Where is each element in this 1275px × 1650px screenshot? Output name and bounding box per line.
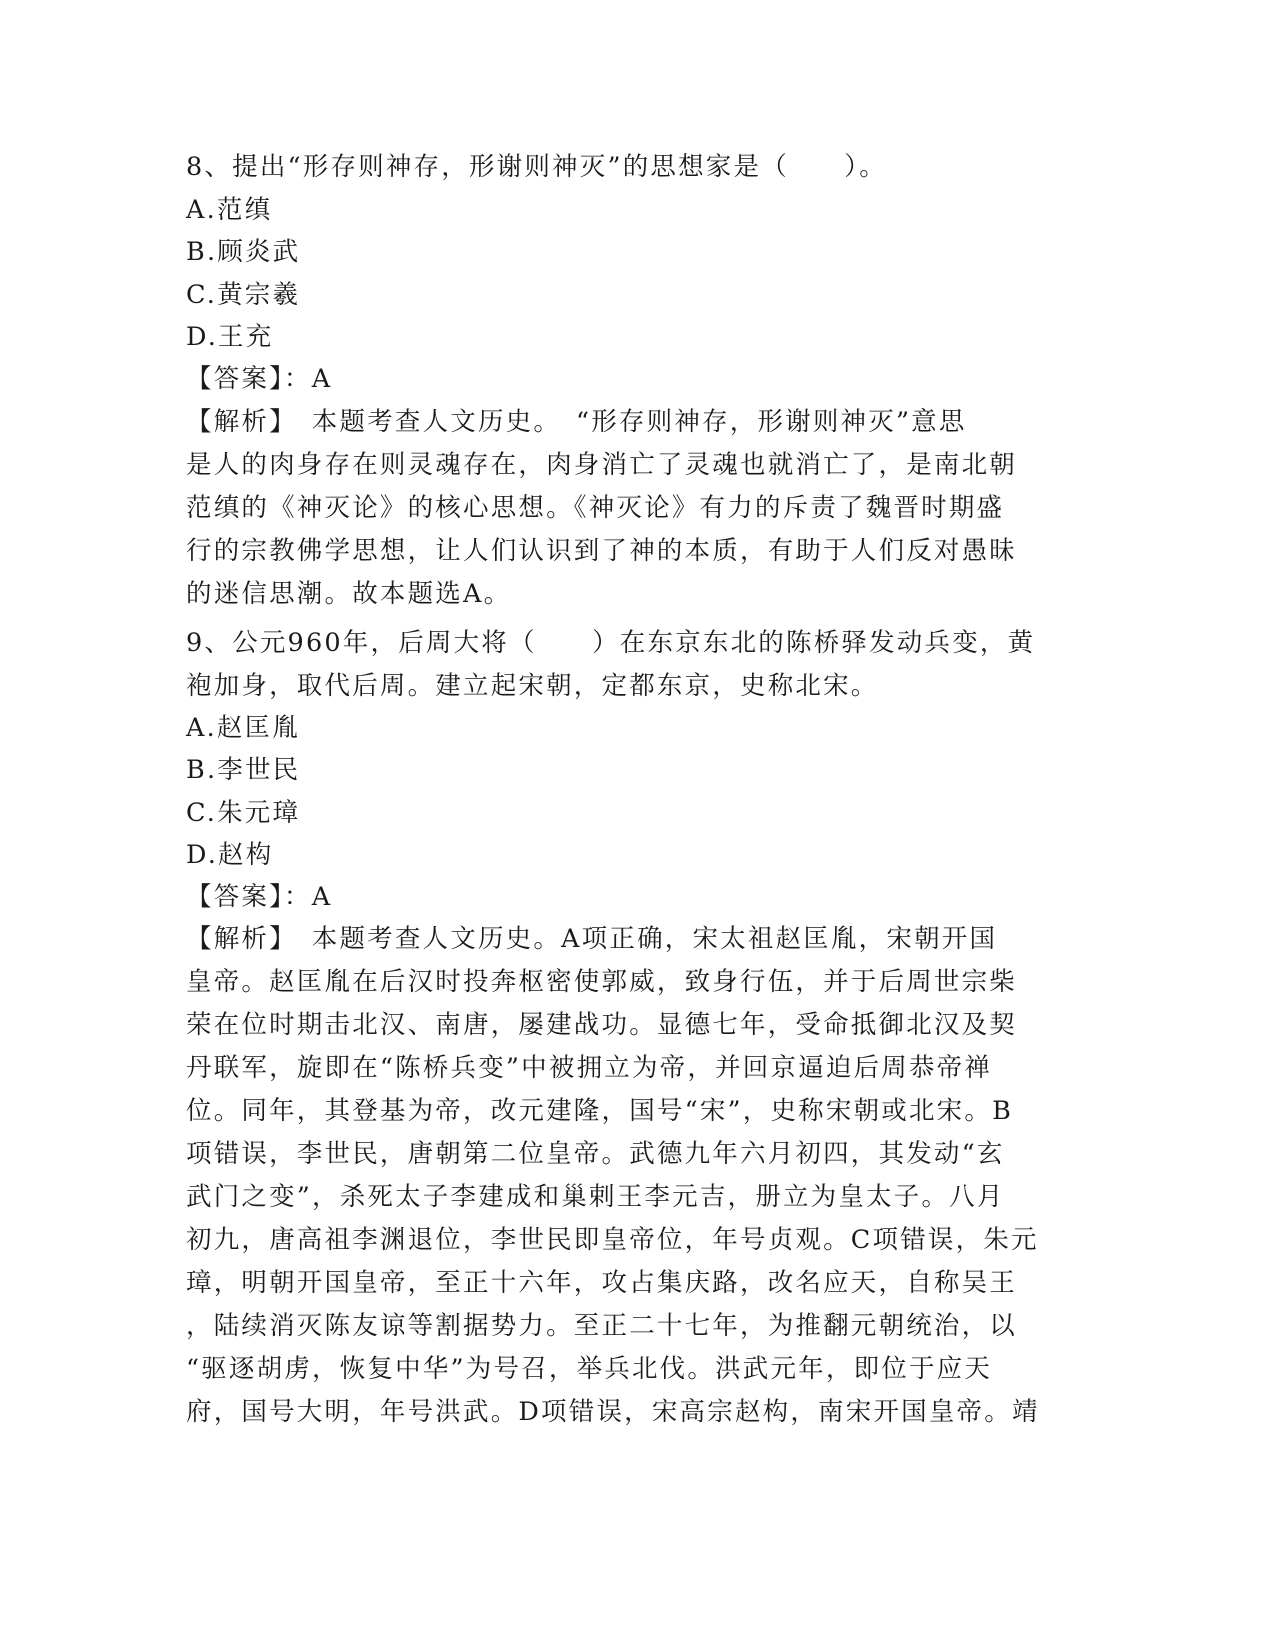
option-a: A.范缜 [186,195,273,225]
explanation-line: 【解析】 本题考查人文历史。A项正确，宋太祖赵匡胤，宋朝开国 [186,924,998,954]
explanation-line: 【解析】 本题考查人文历史。 “形存则神存，形谢则神灭”意思 [186,407,967,437]
explanation-line: 璋，明朝开国皇帝，至正十六年，攻占集庆路，改名应天，自称吴王 [186,1268,1018,1298]
question-stem: 9、公元960年，后周大将（ ）在东京东北的陈桥驿发动兵变，黄 [186,628,1036,658]
option-d: D.王充 [186,322,274,352]
question-stem: 8、提出“形存则神存，形谢则神灭”的思想家是（ ）。 [186,152,887,182]
explanation-line: 皇帝。赵匡胤在后汉时投奔枢密使郭威，致身行伍，并于后周世宗柴 [186,967,1018,997]
explanation-line: 丹联军，旋即在“陈桥兵变”中被拥立为帝，并回京逼迫后周恭帝禅 [186,1053,993,1083]
option-c: C.黄宗羲 [186,280,301,310]
explanation-line: 荣在位时期击北汉、南唐，屡建战功。显德七年，受命抵御北汉及契 [186,1010,1018,1040]
explanation-line: 是人的肉身存在则灵魂存在，肉身消亡了灵魂也就消亡了，是南北朝 [186,450,1018,480]
option-b: B.李世民 [186,755,301,785]
explanation-line: 项错误，李世民，唐朝第二位皇帝。武德九年六月初四，其发动“玄 [186,1139,1005,1169]
answer-line: 【答案】：A [186,364,333,394]
explanation-line: 的迷信思潮。故本题选A。 [186,579,512,609]
explanation-line: 行的宗教佛学思想，让人们认识到了神的本质，有助于人们反对愚昧 [186,536,1018,566]
option-a: A.赵匡胤 [186,713,301,743]
explanation-line: 初九，唐高祖李渊退位，李世民即皇帝位，年号贞观。C项错误，朱元 [186,1225,1039,1255]
explanation-line: “驱逐胡虏，恢复中华”为号召，举兵北伐。洪武元年，即位于应天 [186,1354,993,1384]
explanation-line: ，陆续消灭陈友谅等割据势力。至正二十七年，为推翻元朝统治，以 [186,1311,1018,1341]
question-stem: 袍加身，取代后周。建立起宋朝，定都东京，史称北宋。 [186,671,879,701]
option-b: B.顾炎武 [186,237,301,267]
explanation-line: 位。同年，其登基为帝，改元建隆，国号“宋”，史称宋朝或北宋。B [186,1096,1014,1126]
explanation-line: 府，国号大明，年号洪武。D项错误，宋高宗赵构，南宋开国皇帝。靖 [186,1397,1040,1427]
option-d: D.赵构 [186,840,274,870]
answer-line: 【答案】：A [186,882,333,912]
explanation-line: 范缜的《神灭论》的核心思想。《神灭论》有力的斥责了魏晋时期盛 [186,493,1005,523]
explanation-line: 武门之变”，杀死太子李建成和巢剌王李元吉，册立为皇太子。八月 [186,1182,1005,1212]
option-c: C.朱元璋 [186,798,301,828]
